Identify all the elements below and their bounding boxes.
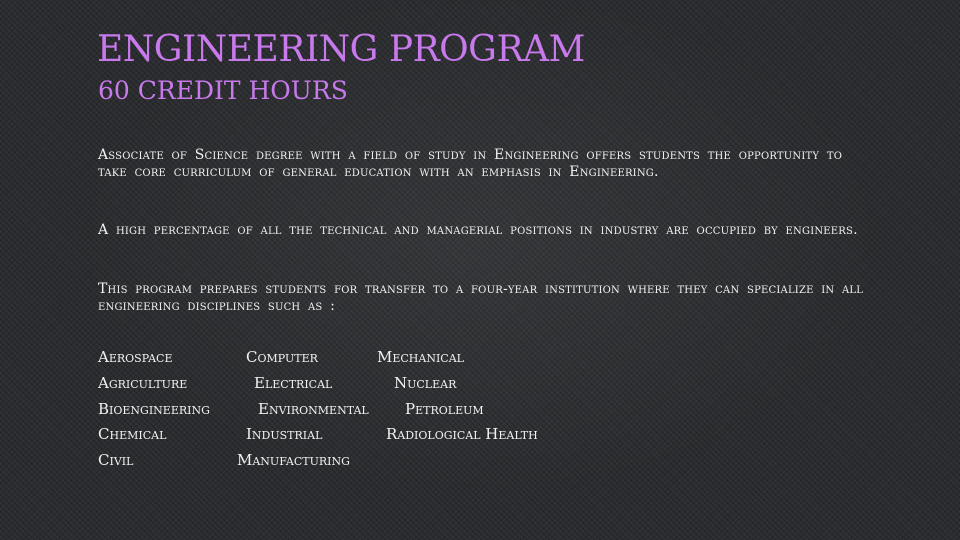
discipline-item: Industrial bbox=[246, 425, 323, 443]
discipline-item: Radiological Health bbox=[386, 425, 538, 443]
discipline-item: Computer bbox=[246, 348, 318, 366]
discipline-item: Petroleum bbox=[405, 400, 484, 418]
program-description-paragraph: Associate of Science degree with a field of study in Engineering offers students the opportunity to take core curriculum of general education with an emphasis in Engineering. bbox=[98, 147, 843, 180]
transfer-paragraph: This program prepares students for transfer to a four-year institution where they can specialize in all engineering disciplines such as : bbox=[98, 281, 864, 314]
discipline-item: Environmental bbox=[258, 400, 369, 418]
discipline-item: Agriculture bbox=[98, 374, 188, 392]
slide-subtitle: 60 CREDIT HOURS bbox=[98, 76, 348, 105]
discipline-item: Nuclear bbox=[394, 374, 457, 392]
slide-title: ENGINEERING PROGRAM bbox=[97, 29, 585, 70]
discipline-item: Bioengineering bbox=[98, 400, 210, 418]
discipline-item: Civil bbox=[98, 451, 134, 469]
discipline-item: Electrical bbox=[254, 374, 333, 392]
discipline-item: Manufacturing bbox=[237, 451, 350, 469]
career-paragraph: A high percentage of all the technical and managerial positions in industry are occupied by engineers. bbox=[98, 222, 858, 238]
discipline-item: Aerospace bbox=[98, 348, 173, 366]
discipline-item: Chemical bbox=[98, 425, 167, 443]
discipline-item: Mechanical bbox=[377, 348, 464, 366]
